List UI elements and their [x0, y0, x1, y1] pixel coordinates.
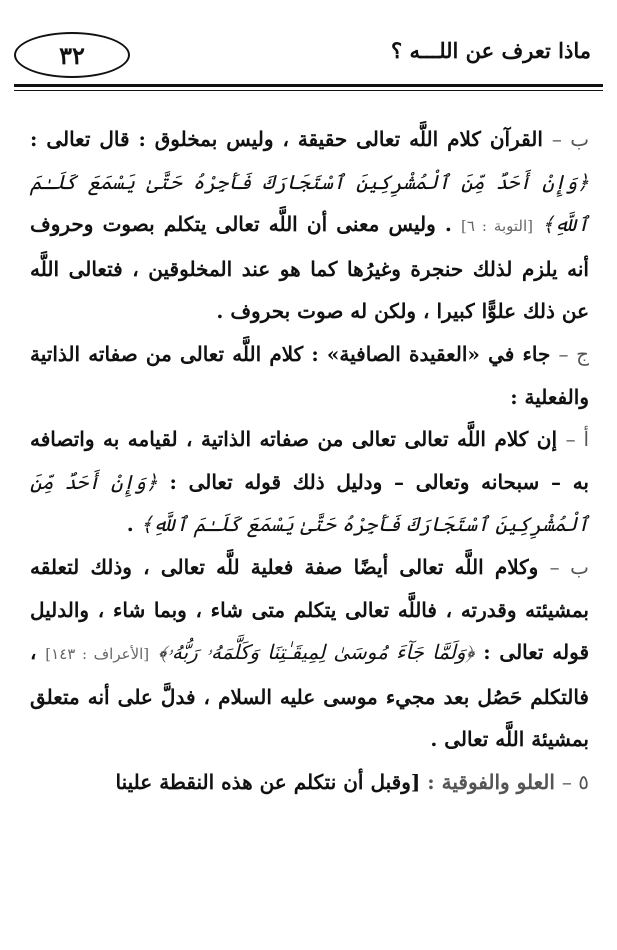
paragraph-text: [وقبل أن نتكلم عن هذه النقطة علينا [115, 769, 421, 794]
paragraph-elevation [30, 761, 589, 804]
paragraph-text-after: ، فالتكلم حَصُل بعد مجيء موسى عليه السلام ، فدلَّ على أنه متعلق بمشيئة اللَّه تعالى . [30, 640, 589, 752]
paragraph-action-attribute [30, 546, 589, 761]
paragraph-text: جاء في «العقيدة الصافية» : كلام اللَّه تعالى من صفاته الذاتية والفعلية : [30, 341, 589, 409]
item-marker: ٥ – [561, 769, 589, 794]
verse-reference: [التوبة : ٦] [461, 217, 533, 236]
page-number-oval [14, 32, 130, 78]
paragraph-text: القرآن كلام اللَّه تعالى حقيقة ، وليس بمخلوق : قال تعالى : [30, 127, 543, 151]
header-rule-thick [14, 84, 603, 87]
page-header [14, 26, 603, 90]
page-number: ٣٢ [59, 40, 85, 70]
quran-verse: ﴿وَإِنْ أَحَدٌ مِّنَ ٱلْمُشْرِكِينَ ٱسْتَجَارَكَ فَأَجِرْهُ حَتَّىٰ يَسْمَعَ كَلَـٰمَ ٱللَّهِ﴾ [30, 469, 589, 537]
paragraph-text: وكلام اللَّه تعالى أيضًا صفة فعلية للَّه تعالى ، وذلك لتعلقه بمشيئته وقدرته ، فاللَّه تعالى يتكلم متى شاء ، وبما شاء ، والدليل قوله تعالى : [30, 554, 590, 665]
header-rule-thin [14, 90, 603, 91]
paragraph-text-after: . [126, 512, 134, 537]
paragraph-text: إن كلام اللَّه تعالى تعالى من صفاته الذاتية ، لقيامه به واتصافه به – سبحانه وتعالى – ودليل ذلك قوله تعالى : [30, 427, 589, 494]
paragraph-aqida-safiya [30, 333, 589, 418]
item-marker: ج – [558, 341, 589, 366]
verse-reference: [الأعراف : ١٤٣] [45, 645, 150, 664]
paragraph-quran-uncreated [30, 118, 589, 333]
paragraph-essential-attribute [30, 418, 589, 546]
item-marker: ب – [549, 554, 589, 579]
section-lead: العلو والفوقية : [427, 769, 555, 794]
item-marker: أ – [565, 427, 590, 452]
quran-verse: ﴿وَلَمَّا جَآءَ مُوسَىٰ لِمِيقَـٰتِنَا وَكَلَّمَهُۥ رَبُّهُۥ﴾ [157, 640, 475, 665]
quran-verse: ﴿وَإِنْ أَحَدٌ مِّنَ ٱلْمُشْرِكِينَ ٱسْتَجَارَكَ فَأَجِرْهُ حَتَّىٰ يَسْمَعَ كَلَـٰمَ ٱللَّهِ﴾ [30, 169, 590, 237]
running-title: ماذا تعرف عن اللـــه ؟ [391, 38, 591, 63]
paragraph-text-after: . وليس معنى أن اللَّه تعالى يتكلم بصوت وحروف أنه يلزم لذلك حنجرة وغيرُها كما هو عند المخلوقين ، فتعالى اللَّه عن ذلك علوًّا كبيرا ، ولكن له صوت بحروف . [30, 212, 589, 324]
body-text [30, 118, 589, 804]
item-marker: ب – [551, 127, 590, 151]
